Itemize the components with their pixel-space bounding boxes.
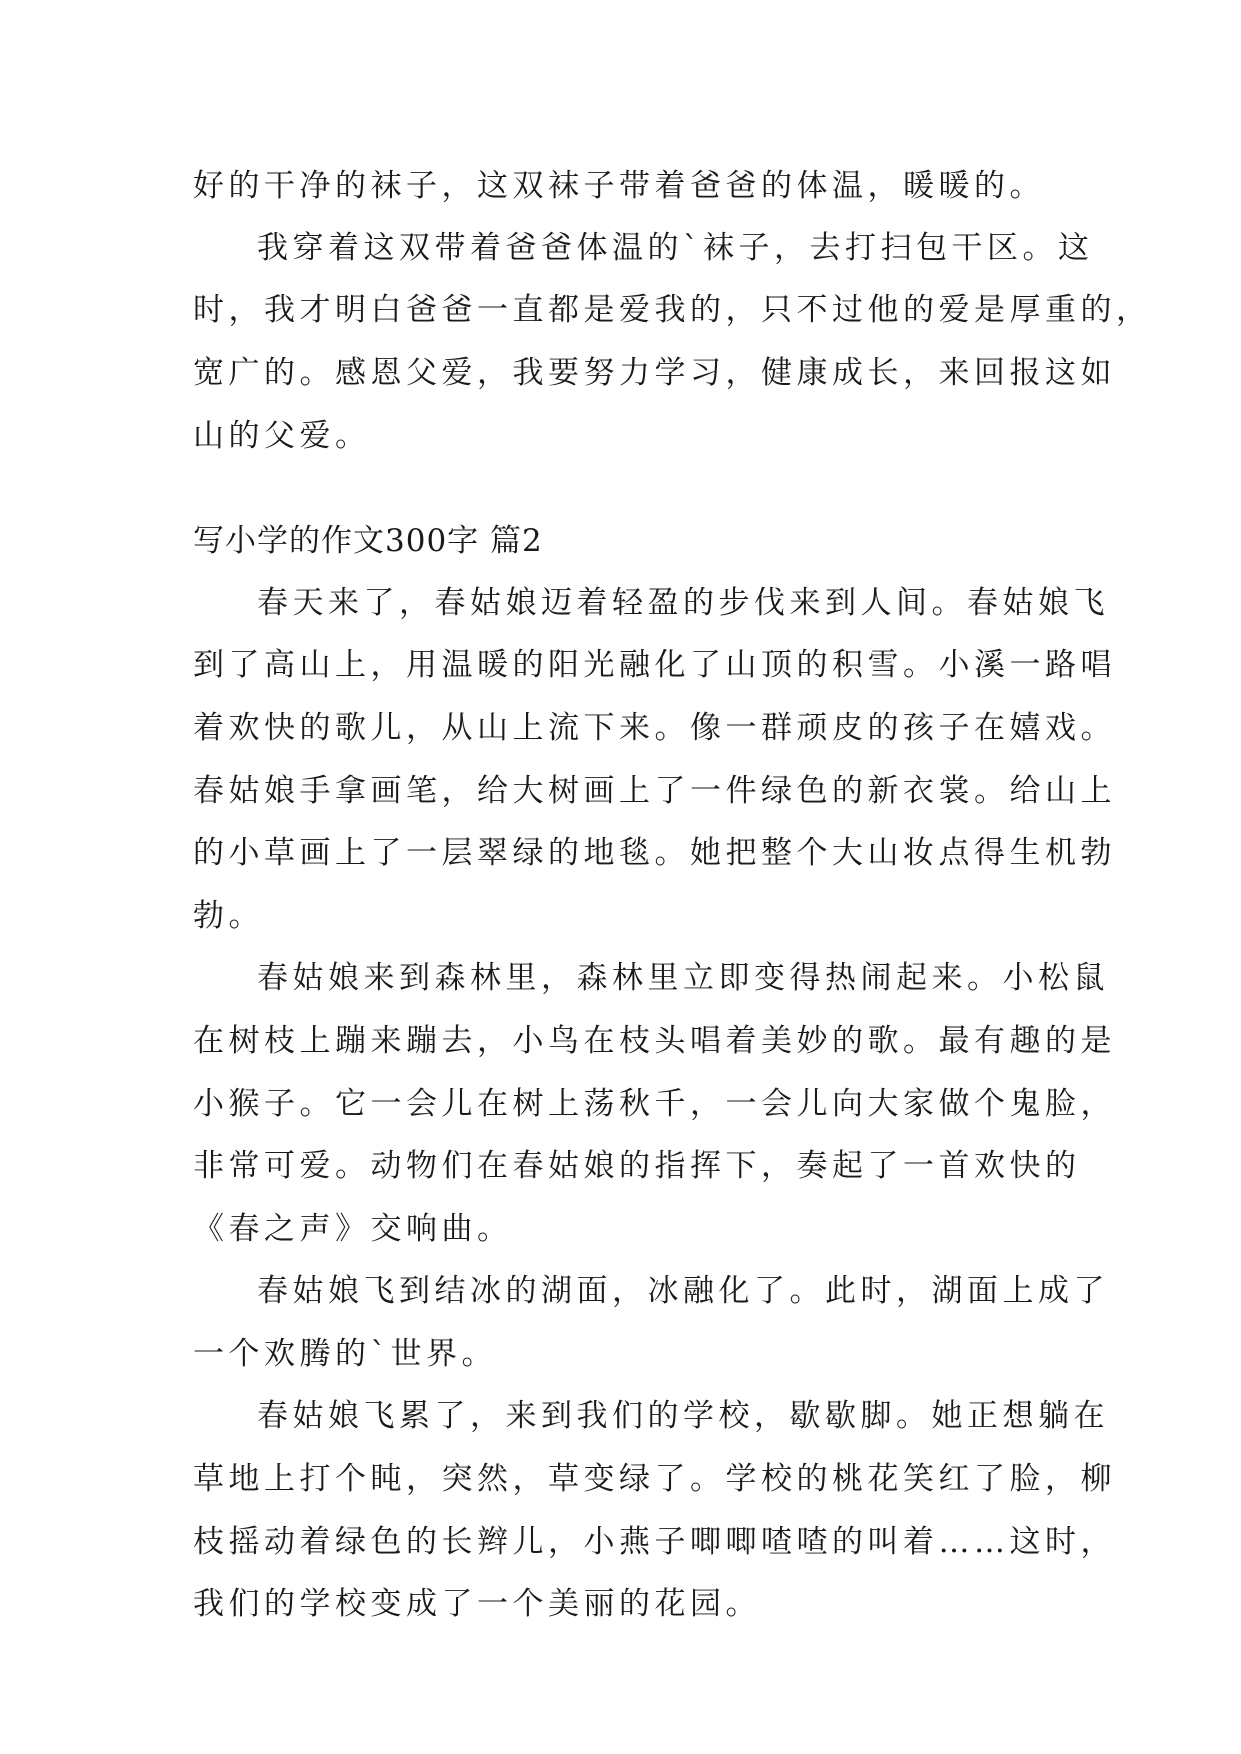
paragraph-line: 春姑娘来到森林里，森林里立即变得热闹起来。小松鼠 xyxy=(257,960,1109,996)
section-heading: 写小学的作文300字 篇2 xyxy=(193,523,543,559)
paragraph-line: 《春之声》交响曲。 xyxy=(193,1211,513,1247)
paragraph-line: 非常可爱。动物们在春姑娘的指挥下，奏起了一首欢快的 xyxy=(193,1148,1081,1184)
paragraph-line: 一个欢腾的`世界。 xyxy=(193,1336,497,1372)
paragraph-line: 草地上打个盹，突然，草变绿了。学校的桃花笑红了脸，柳 xyxy=(193,1461,1116,1497)
paragraph-line: 春姑娘飞到结冰的湖面，冰融化了。此时，湖面上成了 xyxy=(257,1273,1109,1309)
paragraph-line: 时，我才明白爸爸一直都是爱我的，只不过他的爱是厚重的， xyxy=(193,292,1152,328)
paragraph-line: 着欢快的歌儿，从山上流下来。像一群顽皮的孩子在嬉戏。 xyxy=(193,710,1116,746)
paragraph-line: 春姑娘飞累了，来到我们的学校，歇歇脚。她正想躺在 xyxy=(257,1398,1109,1434)
paragraph-line: 山的父爱。 xyxy=(193,418,371,454)
paragraph-line: 我穿着这双带着爸爸体温的`袜子，去打扫包干区。这 xyxy=(257,230,1094,266)
paragraph-line: 宽广的。感恩父爱，我要努力学习，健康成长，来回报这如 xyxy=(193,355,1116,391)
paragraph-line: 我们的学校变成了一个美丽的花园。 xyxy=(193,1586,761,1622)
paragraph-line: 春姑娘手拿画笔，给大树画上了一件绿色的新衣裳。给山上 xyxy=(193,773,1116,809)
paragraph-line: 到了高山上，用温暖的阳光融化了山顶的积雪。小溪一路唱 xyxy=(193,647,1116,683)
paragraph-line: 勃。 xyxy=(193,898,264,934)
paragraph-line: 在树枝上蹦来蹦去，小鸟在枝头唱着美妙的歌。最有趣的是 xyxy=(193,1023,1116,1059)
paragraph-line: 春天来了，春姑娘迈着轻盈的步伐来到人间。春姑娘飞 xyxy=(257,585,1109,621)
paragraph-line: 好的干净的袜子，这双袜子带着爸爸的体温，暖暖的。 xyxy=(193,168,1045,204)
paragraph-line: 的小草画上了一层翠绿的地毯。她把整个大山妆点得生机勃 xyxy=(193,835,1116,871)
paragraph-line: 小猴子。它一会儿在树上荡秋千，一会儿向大家做个鬼脸， xyxy=(193,1086,1116,1122)
paragraph-line: 枝摇动着绿色的长辫儿，小燕子唧唧喳喳的叫着……这时， xyxy=(193,1524,1116,1560)
